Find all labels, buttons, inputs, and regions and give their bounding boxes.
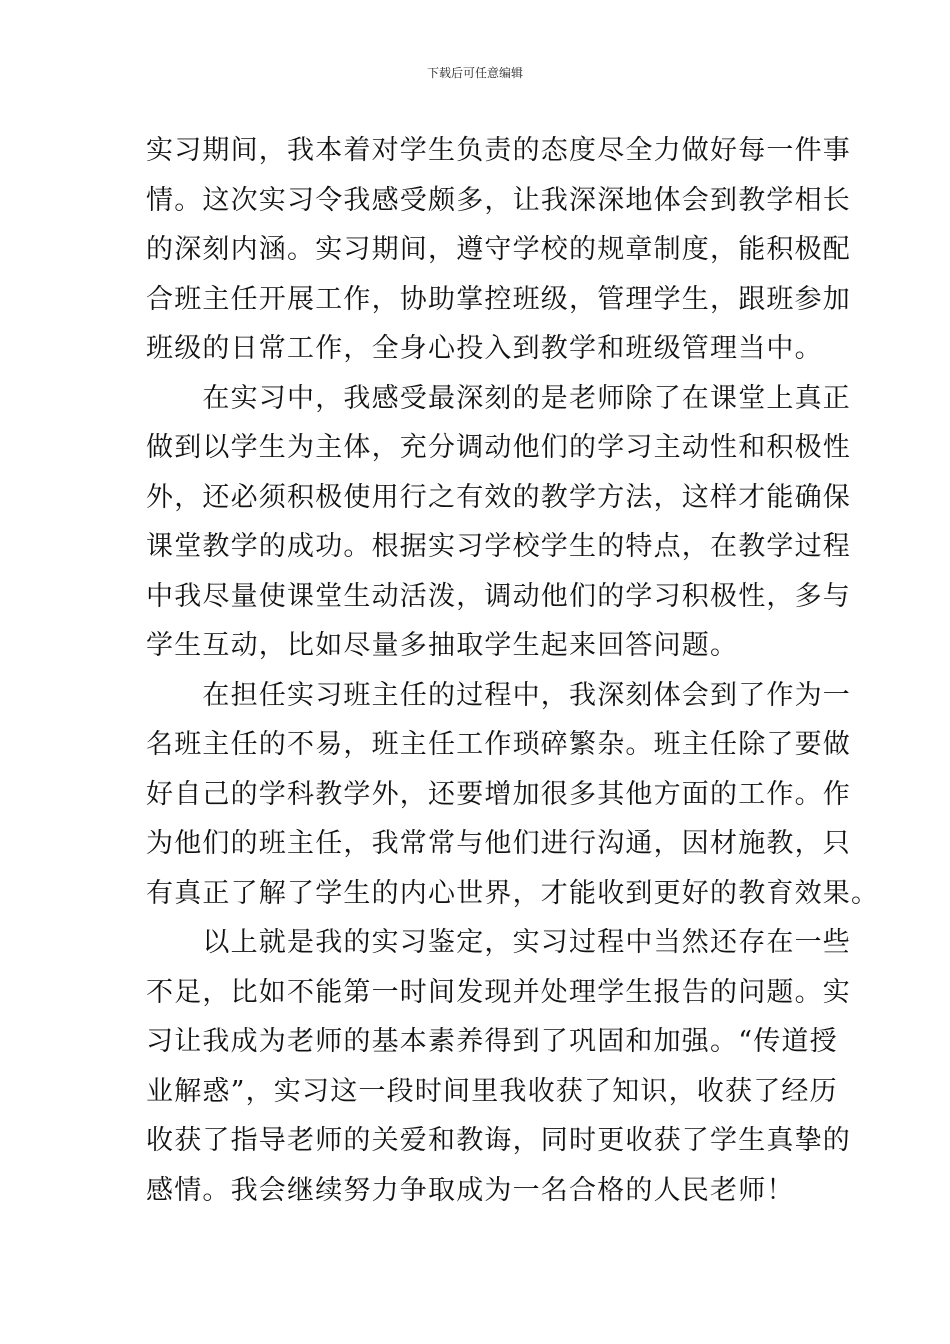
text-line: 情。这次实习令我感受颇多，让我深深地体会到教学相长 (146, 184, 851, 216)
text-line: 课堂教学的成功。根据实习学校学生的特点，在教学过程 (146, 531, 851, 562)
text-line: 学生互动，比如尽量多抽取学生起来回答问题。 (146, 630, 739, 661)
body-text (146, 126, 880, 1215)
text-line: 实习期间，我本着对学生负责的态度尽全力做好每一件事 (146, 135, 851, 166)
text-line: 业解惑”，实习这一段时间里我收获了知识，收获了经历 (146, 1075, 838, 1107)
text-line: 好自己的学科教学外，还要增加很多其他方面的工作。作 (146, 778, 851, 810)
text-line: 为他们的班主任，我常常与他们进行沟通，因材施教，只 (146, 828, 851, 859)
text-line: 在担任实习班主任的过程中，我深刻体会到了作为一 (146, 679, 851, 711)
text-line: 收获了指导老师的关爱和教诲，同时更收获了学生真挚的 (146, 1125, 851, 1156)
text-line: 班级的日常工作，全身心投入到教学和班级管理当中。 (146, 333, 823, 364)
text-line: 中我尽量使课堂生动活泼，调动他们的学习积极性，多与 (146, 580, 851, 612)
text-line: 感情。我会继续努力争取成为一名合格的人民老师！ (146, 1174, 795, 1206)
text-line: 以上就是我的实习鉴定，实习过程中当然还存在一些 (146, 927, 851, 958)
text-line: 做到以学生为主体，充分调动他们的学习主动性和积极性 (146, 432, 851, 463)
text-line: 不足，比如不能第一时间发现并处理学生报告的问题。实 (146, 976, 851, 1008)
text-line: 外，还必须积极使用行之有效的教学方法，这样才能确保 (146, 481, 851, 513)
text-line: 有真正了解了学生的内心世界，才能收到更好的教育效果。 (146, 877, 880, 909)
page-header: 下载后可任意编辑 (426, 66, 523, 80)
text-line: 在实习中，我感受最深刻的是老师除了在课堂上真正 (146, 382, 851, 414)
text-line: 习让我成为老师的基本素养得到了巩固和加强。“传道授 (146, 1026, 838, 1057)
text-line: 合班主任开展工作，协助掌控班级，管理学生，跟班参加 (146, 283, 851, 315)
text-line: 名班主任的不易，班主任工作琐碎繁杂。班主任除了要做 (146, 729, 851, 760)
text-line: 的深刻内涵。实习期间，遵守学校的规章制度，能积极配 (146, 234, 851, 265)
